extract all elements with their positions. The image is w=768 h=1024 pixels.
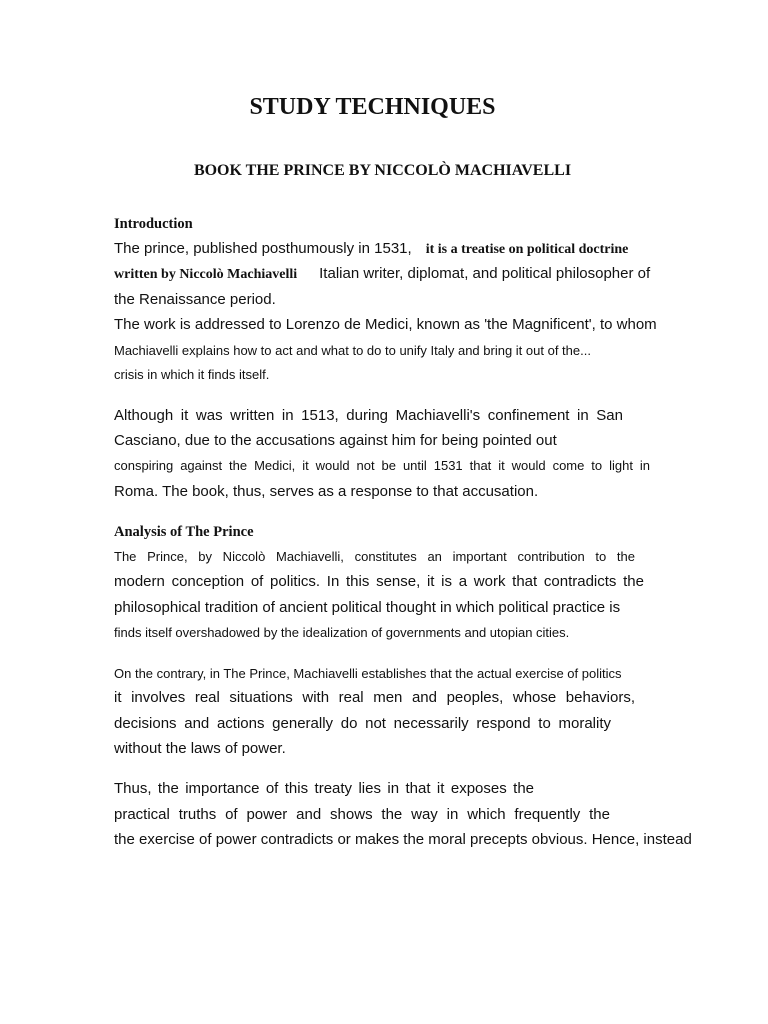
para5-line-3: the exercise of power contradicts or makes the moral precepts obvious. Hence, instead xyxy=(114,831,692,848)
intro-line-3: the Renaissance period. xyxy=(114,291,276,308)
intro-line-5: Machiavelli explains how to act and what to do to unify Italy and bring it out of the... xyxy=(114,343,591,358)
intro-line-4: The work is addressed to Lorenzo de Medici, known as 'the Magnificent', to whom xyxy=(114,316,657,333)
intro-line-2 xyxy=(114,265,650,284)
analysis-line-1: The Prince, by Niccolò Machiavelli, constitutes an important contribution to the xyxy=(114,549,635,564)
intro-line-1 xyxy=(114,240,628,259)
para2-line-2: Casciano, due to the accusations against him for being pointed out xyxy=(114,432,557,449)
para4-line-4: without the laws of power. xyxy=(114,740,286,757)
para5-line-1: Thus, the importance of this treaty lies in that it exposes the xyxy=(114,780,534,797)
para5-line-2: practical truths of power and shows the way in which frequently the xyxy=(114,806,610,823)
para2-line-4: Roma. The book, thus, serves as a response to that accusation. xyxy=(114,483,539,500)
para4-line-3: decisions and actions generally do not necessarily respond to morality xyxy=(114,715,611,732)
analysis-line-2: modern conception of politics. In this sense, it is a work that contradicts the xyxy=(114,573,644,590)
analysis-line-4: finds itself overshadowed by the idealization of governments and utopian cities. xyxy=(114,625,570,640)
introduction-heading: Introduction xyxy=(114,216,193,232)
document-title: STUDY TECHNIQUES xyxy=(249,94,496,120)
intro-line-2-b: Italian writer, diplomat, and political philosopher of xyxy=(319,265,651,282)
intro-line-6: crisis in which it finds itself. xyxy=(114,367,270,382)
para2-line-1: Although it was written in 1513, during Machiavelli's confinement in San xyxy=(114,407,623,424)
intro-line-2-a: written by Niccolò Machiavelli xyxy=(114,267,298,282)
document-subtitle: BOOK THE PRINCE BY NICCOLÒ MACHIAVELLI xyxy=(193,162,572,179)
analysis-line-3: philosophical tradition of ancient political thought in which political practice is xyxy=(114,599,621,616)
intro-line-1-a: The prince, published posthumously in 1531, xyxy=(114,240,412,257)
intro-line-1-b: it is a treatise on political doctrine xyxy=(425,242,629,257)
para4-line-2: it involves real situations with real men and peoples, whose behaviors, xyxy=(114,689,635,706)
para4-line-1: On the contrary, in The Prince, Machiavelli establishes that the actual exercise of politics xyxy=(114,666,622,681)
analysis-heading: Analysis of The Prince xyxy=(114,524,254,540)
para2-line-3: conspiring against the Medici, it would not be until 1531 that it would come to light in xyxy=(114,458,650,473)
